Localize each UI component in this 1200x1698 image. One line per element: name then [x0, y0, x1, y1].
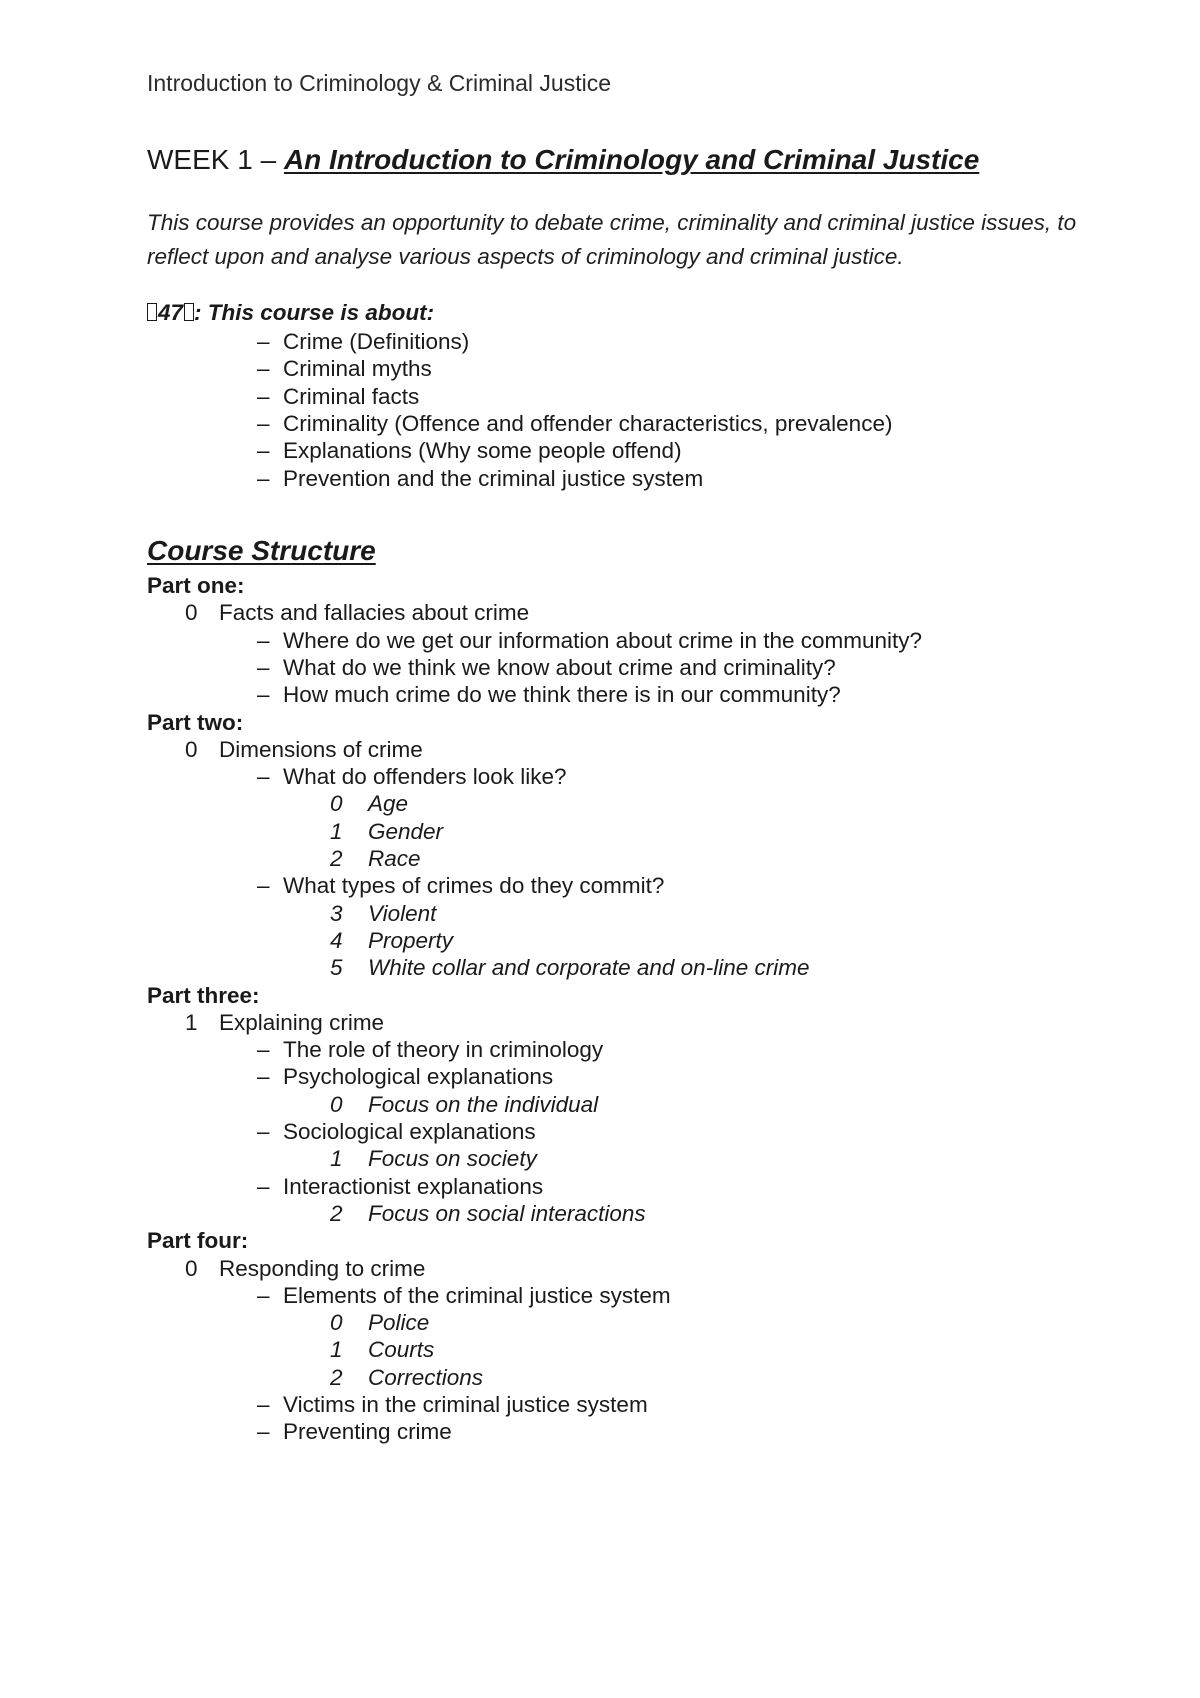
sub-sub-number: 0 [330, 1310, 343, 1336]
topic-number: 0 [185, 736, 198, 762]
about-item-text: Criminality (Offence and offender characteristics, prevalence) [283, 410, 893, 436]
topic-text: Responding to crime [219, 1255, 426, 1281]
about-item-text: Crime (Definitions) [283, 329, 470, 354]
sub-sub-item [330, 845, 421, 873]
sub-sub-text: White collar and corporate and on-line crime [368, 955, 810, 981]
part-label: Part four: [147, 1228, 249, 1254]
sub-sub-number: 1 [330, 818, 343, 844]
sub-sub-text: Focus on the individual [368, 1091, 599, 1117]
about-list-item [257, 383, 419, 411]
topic-number: 0 [185, 1255, 198, 1281]
sub-item-text: Elements of the criminal justice system [283, 1282, 671, 1308]
sub-sub-text: Gender [368, 818, 444, 844]
sub-sub-number: 3 [330, 900, 343, 926]
topic-number: 0 [185, 600, 198, 626]
dash-bullet: – [257, 1119, 270, 1144]
sub-item [257, 1118, 536, 1146]
sub-sub-item [330, 1336, 434, 1364]
dash-bullet: – [257, 1282, 270, 1308]
dash-bullet: – [257, 654, 270, 680]
about-list-item [257, 465, 703, 493]
sub-sub-number: 1 [330, 1146, 343, 1172]
part-topic [185, 736, 423, 764]
sub-sub-item [330, 1309, 429, 1337]
dash-bullet: – [257, 764, 270, 790]
dash-bullet: – [257, 1064, 270, 1090]
sub-sub-text: Focus on social interactions [368, 1200, 646, 1226]
sub-item-text: Psychological explanations [283, 1064, 554, 1090]
week-title-text: An Introduction to Criminology and Criminal Justice [283, 144, 980, 175]
sub-sub-text: Race [368, 846, 421, 871]
sub-item-text: The role of theory in criminology [283, 1037, 604, 1063]
sub-sub-text: Age [368, 791, 409, 817]
sub-item [257, 654, 836, 682]
about-list-item [257, 355, 432, 383]
sub-item-text: Victims in the criminal justice system [283, 1392, 648, 1417]
sub-sub-item [330, 1145, 537, 1173]
about-heading [147, 300, 434, 326]
page-header: Introduction to Criminology & Criminal Justice [147, 70, 612, 96]
about-list-item [257, 328, 469, 356]
sub-item [257, 1036, 603, 1064]
topic-number: 1 [185, 1009, 198, 1035]
part-topic [185, 1255, 425, 1283]
sub-item [257, 1173, 543, 1201]
sub-item-text: How much crime do we think there is in our community? [283, 682, 841, 708]
sub-sub-item [330, 1091, 598, 1119]
dash-bullet: – [257, 1419, 270, 1445]
sub-item [257, 872, 664, 900]
dash-bullet: – [257, 1392, 270, 1417]
dash-bullet: – [257, 438, 270, 464]
sub-sub-number: 4 [330, 927, 343, 953]
week-title [147, 144, 979, 176]
sub-sub-text: Focus on society [368, 1146, 537, 1172]
sub-item [257, 763, 567, 791]
sub-sub-item [330, 900, 436, 928]
dash-bullet: – [257, 356, 270, 382]
part-label: Part one: [147, 573, 245, 598]
sub-sub-item [330, 927, 453, 955]
sub-sub-number: 1 [330, 1337, 343, 1363]
missing-glyph-icon [147, 303, 157, 321]
sub-item [257, 1418, 452, 1446]
part-label: Part three: [147, 982, 260, 1008]
dash-bullet: – [257, 873, 270, 899]
sub-item-text: Where do we get our information about crime in the community? [283, 627, 923, 653]
sub-sub-item [330, 790, 408, 818]
sub-sub-text: Property [368, 927, 454, 953]
part-topic [185, 1009, 384, 1037]
about-list-item [257, 410, 892, 438]
intro-paragraph: This course provides an opportunity to debate crime, criminality and criminal justice issues, to reflect upon and analyse various aspects of criminology and criminal justice. [147, 210, 1077, 269]
about-item-text: Prevention and the criminal justice system [283, 465, 704, 491]
sub-sub-text: Violent [368, 900, 437, 926]
missing-glyph-icon [184, 303, 194, 321]
sub-item-text: What types of crimes do they commit? [283, 873, 665, 899]
sub-item [257, 1282, 671, 1310]
about-item-text: Criminal myths [283, 356, 432, 382]
sub-sub-text: Courts [368, 1337, 435, 1363]
sub-sub-number: 2 [330, 1364, 343, 1390]
sub-item-text: Preventing crime [283, 1419, 452, 1445]
sub-item-text: What do offenders look like? [283, 764, 567, 790]
about-list-item [257, 437, 682, 465]
sub-sub-number: 0 [330, 791, 343, 817]
dash-bullet: – [257, 329, 270, 354]
sub-sub-item [330, 818, 443, 846]
sub-sub-number: 2 [330, 846, 343, 871]
sub-item-text: Sociological explanations [283, 1119, 536, 1144]
dash-bullet: – [257, 383, 270, 409]
topic-text: Facts and fallacies about crime [219, 600, 530, 626]
sub-item [257, 1391, 648, 1419]
part-label: Part two: [147, 709, 244, 735]
about-item-text: Criminal facts [283, 383, 420, 409]
part-topic [185, 599, 529, 627]
sub-sub-number: 2 [330, 1200, 343, 1226]
sub-sub-item [330, 1364, 483, 1392]
sub-item [257, 627, 922, 655]
about-code: 47 [158, 300, 184, 325]
sub-item [257, 1063, 553, 1091]
sub-sub-text: Corrections [368, 1364, 484, 1390]
dash-bullet: – [257, 1037, 270, 1063]
sub-sub-item [330, 954, 809, 982]
sub-sub-item [330, 1200, 646, 1228]
about-heading-text: : This course is about: [194, 300, 435, 325]
sub-sub-text: Police [368, 1310, 430, 1336]
sub-item-text: Interactionist explanations [283, 1173, 544, 1199]
dash-bullet: – [257, 682, 270, 708]
topic-text: Explaining crime [219, 1009, 385, 1035]
sub-item [257, 681, 841, 709]
topic-text: Dimensions of crime [219, 736, 423, 762]
course-structure-title: Course Structure [147, 535, 376, 566]
dash-bullet: – [257, 410, 270, 436]
sub-item-text: What do we think we know about crime and criminality? [283, 654, 836, 680]
dash-bullet: – [257, 465, 270, 491]
sub-sub-number: 5 [330, 955, 343, 981]
about-item-text: Explanations (Why some people offend) [283, 438, 682, 464]
sub-sub-number: 0 [330, 1091, 343, 1117]
dash-bullet: – [257, 627, 270, 653]
week-prefix: WEEK 1 – [147, 144, 284, 175]
dash-bullet: – [257, 1173, 270, 1199]
